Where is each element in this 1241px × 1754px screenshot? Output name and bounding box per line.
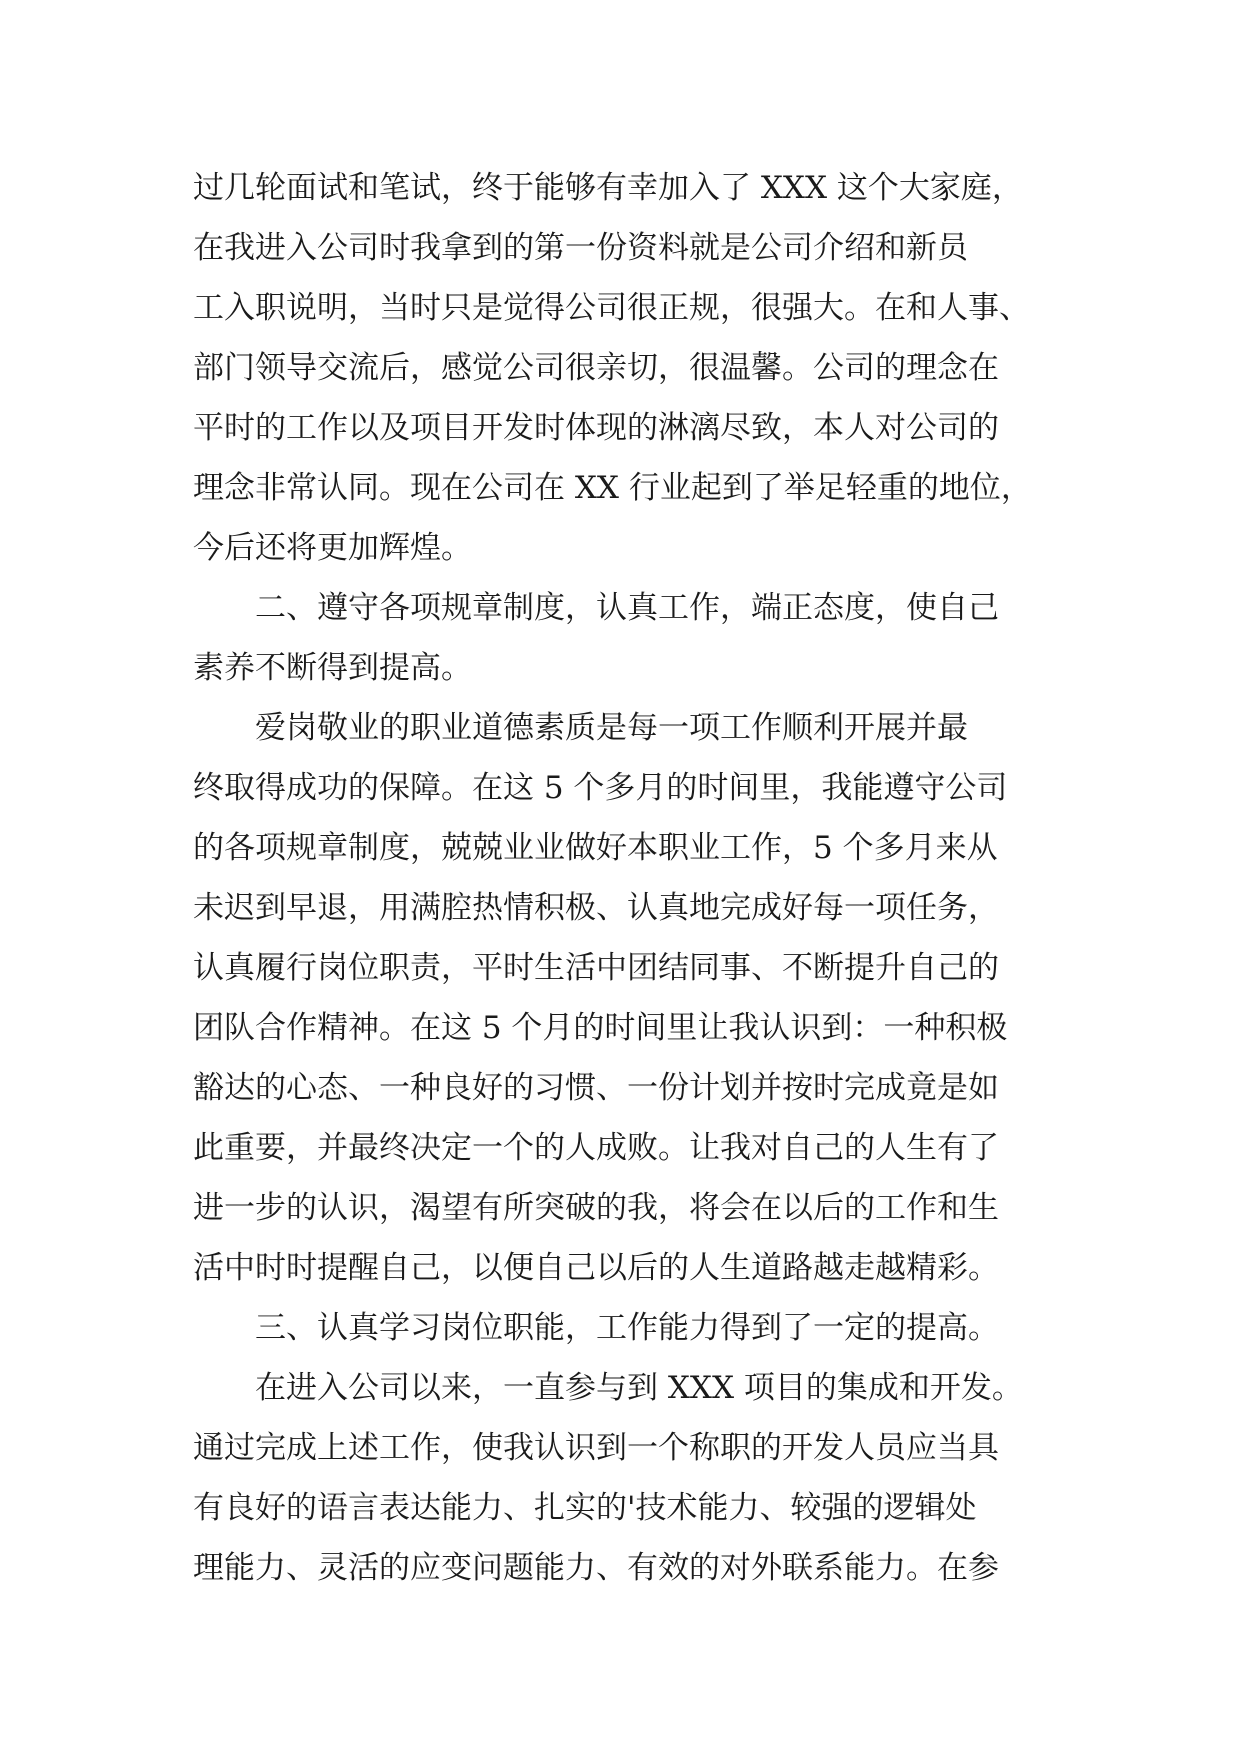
text-line-15: 团队合作精神。在这 5 个月的时间里让我认识到：一种积极 bbox=[193, 1010, 1008, 1046]
text-line-5: 平时的工作以及项目开发时体现的淋漓尽致，本人对公司的 bbox=[193, 410, 999, 446]
text-line-7: 今后还将更加辉煌。 bbox=[193, 530, 472, 566]
text-line-23: 有良好的语言表达能力、扎实的'技术能力、较强的逻辑处 bbox=[193, 1490, 977, 1526]
text-line-22: 通过完成上述工作，使我认识到一个称职的开发人员应当具 bbox=[193, 1430, 999, 1466]
section-heading-2: 二、遵守各项规章制度，认真工作，端正态度，使自己 bbox=[255, 590, 999, 626]
text-line-24: 理能力、灵活的应变问题能力、有效的对外联系能力。在参 bbox=[193, 1550, 999, 1586]
text-line-4: 部门领导交流后，感觉公司很亲切，很温馨。公司的理念在 bbox=[193, 350, 999, 386]
paragraph-start-line-2: 在进入公司以来，一直参与到 XXX 项目的集成和开发。 bbox=[255, 1370, 1023, 1406]
text-line-16: 豁达的心态、一种良好的习惯、一份计划并按时完成竟是如 bbox=[193, 1070, 999, 1106]
text-line-17: 此重要，并最终决定一个的人成败。让我对自己的人生有了 bbox=[193, 1130, 999, 1166]
section-heading-3: 三、认真学习岗位职能，工作能力得到了一定的提高。 bbox=[255, 1310, 999, 1346]
text-line-6: 理念非常认同。现在公司在 XX 行业起到了举足轻重的地位， bbox=[193, 470, 1032, 506]
text-line-13: 未迟到早退，用满腔热情积极、认真地完成好每一项任务， bbox=[193, 890, 999, 926]
text-line-2: 在我进入公司时我拿到的第一份资料就是公司介绍和新员 bbox=[193, 230, 968, 266]
document-body bbox=[193, 158, 1053, 1598]
text-line-11: 终取得成功的保障。在这 5 个多月的时间里，我能遵守公司 bbox=[193, 770, 1008, 806]
text-line-18: 进一步的认识，渴望有所突破的我，将会在以后的工作和生 bbox=[193, 1190, 999, 1226]
text-line-14: 认真履行岗位职责，平时生活中团结同事、不断提升自己的 bbox=[193, 950, 999, 986]
text-line-19: 活中时时提醒自己，以便自己以后的人生道路越走越精彩。 bbox=[193, 1250, 999, 1286]
text-line-12: 的各项规章制度，兢兢业业做好本职业工作，5 个多月来从 bbox=[193, 830, 998, 866]
paragraph-start-line: 爱岗敬业的职业道德素质是每一项工作顺利开展并最 bbox=[255, 710, 968, 746]
text-line-3: 工入职说明，当时只是觉得公司很正规，很强大。在和人事、 bbox=[193, 290, 1030, 326]
text-line-9: 素养不断得到提高。 bbox=[193, 650, 472, 686]
text-line-1: 过几轮面试和笔试，终于能够有幸加入了 XXX 这个大家庭， bbox=[193, 170, 1023, 206]
